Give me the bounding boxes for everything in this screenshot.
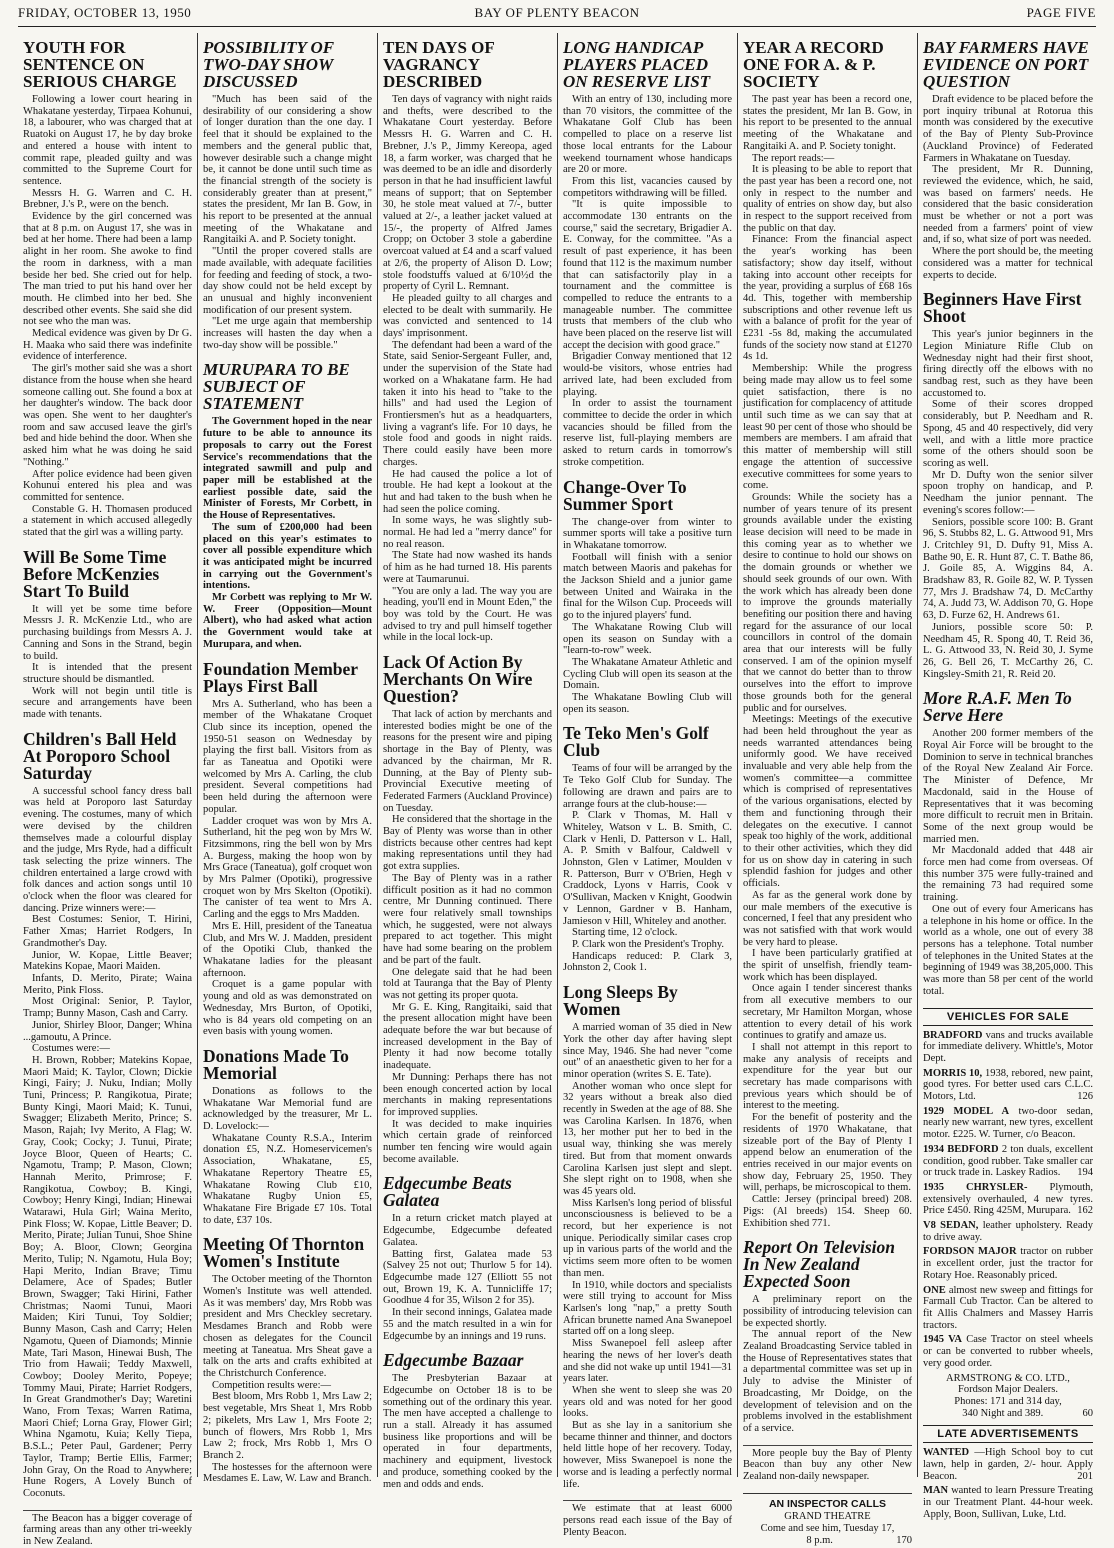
article-paragraph: The Whakatane Rowing Club will open its season on Sunday with a "learn-to-row" week. [563, 621, 732, 657]
ad-lead: 1934 BEDFORD [923, 1143, 999, 1155]
article-paragraph: Ladder croquet was won by Mrs A. Sutherland, hit the peg won by Mrs W. Fitzsimmons, ring the bell won by Mrs A. Burgess, making the hoop won by Mrs Grace (Taneatua), golf croquet won by Mrs Palmer (Opotiki), progressive croquet won by Mrs Skelton (Opotiki). The canister of tea went to Mrs A. Carling and the eggs to Mrs Madden. [203, 815, 372, 921]
article-paragraph: "You are only a lad. The way you are heading, you'll end in Mount Eden," the boy was told by the Court. He was advised to try and pull himself together while in the local lock-up. [383, 585, 552, 644]
article-paragraph: In order to assist the tournament committee to decide the order in which vacancies should be filled from the reserve list, full-playing members are asked to return cards in tomorrow's stroke competition. [563, 398, 732, 468]
article-paragraph: Some of their scores dropped considerably, but P. Needham and R. Spong, 45 and 40 respectively, did very well, and with a little more practice some of the others should soon be scoring as well. [923, 399, 1093, 469]
article-paragraph: "It is quite impossible to accommodate 130 entrants on the course," said the secretary, Brigadier A. E. Conway, for the committee. "As a result of past experience, it has been found that 112 is the maximum number that can satisfactorily play in a tournament and the committee is compelled to reduce the entrants to a manageable number. The committee trusts that members of the club who have been placed on the reserve list will accept the decision with good grace." [563, 199, 732, 351]
column-5 [738, 33, 918, 1546]
ad-lead: MORRIS 10, [923, 1067, 983, 1079]
article [203, 39, 372, 351]
article-paragraph: Mr Macdonald added that 448 air force men had come from overseas. Of this number 375 were fully-trained and the remaining 73 had required some training. [923, 845, 1093, 904]
ad-text: tractor on rubber in excellent order, just the tractor for Rotary Hoe. Reasonably priced. [923, 1246, 1093, 1281]
article-paragraph: Costumes were:— [32, 1043, 110, 1055]
column-4 [558, 33, 738, 1538]
ad-text: 2 ton duals, excellent condition, good rubber. Take smaller car or truck trade in. Laskey Radios. [923, 1143, 1094, 1179]
article-paragraph: After police evidence had been given Kohunui entered his plea and was committed for sentence. [23, 468, 192, 503]
article-paragraph: Mrs E. Hill, president of the Taneatua Club, and Mrs W. J. Madden, president of the Opotiki Club, thanked the Whakatane ladies for the pleasant afternoon. [203, 920, 372, 979]
article [563, 1500, 732, 1538]
column-rule [23, 1510, 192, 1511]
article-paragraph: He considered that the shortage in the Bay of Plenty was worse than in other districts because other centres had kept making representations until they had got extra supplies. [383, 814, 552, 873]
article-paragraph: In their second innings, Galatea made 55 and the match resulted in a win for Edgecumbe by an innings and 19 runs. [383, 1307, 552, 1342]
classified-ad [923, 1030, 1093, 1065]
article-paragraph: A married woman of 35 died in New York the other day after having slept since May, 1946. She had never "come out" of an anaesthetic given to her for a minor operation (writes S. E. Tate). [563, 1022, 732, 1080]
ad-lead: FORDSON MAJOR [923, 1246, 1017, 1258]
article-headline: Edgecumbe Bazaar [383, 1350, 524, 1371]
article-paragraph: Teams of four will be arranged by the Te Teko Golf Club for Sunday. The following are drawn and pairs are to arrange fours at the club-house:— [563, 763, 732, 810]
classified-ad [923, 1447, 1093, 1482]
article [383, 39, 552, 644]
article-paragraph: In 1910, while doctors and specialists were still trying to account for Miss Karlsen's long "nap," a pretty South African brunette named Ana Swanepoel started off on a long sleep. [563, 1279, 732, 1338]
ad-number: 162 [1077, 1205, 1093, 1217]
ad-lead: BRADFORD [923, 1029, 983, 1041]
article-paragraph: The Government hoped in the near future to be able to announce its proposals to carry out the Forest Service's recommendations that the integrated sawmill and pulp and paper mill be established at the earliest possible date, said the Minister of Forests, Mr Corbett, in the House of Representatives. [203, 416, 372, 522]
article-paragraph: The past year has been a record one, states the president, Mr Ian B. Gow, in his report to be presented to the annual meeting of the Whakatane and Rangitaiki A. and P. Society tonight. [743, 94, 912, 152]
article-headline: Report On Television In New Zealand Expected Soon [743, 1237, 895, 1292]
article-paragraph: Brigadier Conway mentioned that 12 would-be visitors, whose entries had arrived late, had been excluded from playing. [563, 351, 732, 398]
ad-text: leather upholstery. Ready to drive away. [923, 1220, 1093, 1243]
article-paragraph: Following a lower court hearing in Whakatane yesterday, Tirpaea Kohunui, 18, a labourer, who was charged that at Ruatoki on August 17, he by day broke and entered a house with intent to commit rape, pleaded guilty and was committed to the Supreme Court for sentence. [23, 94, 192, 187]
article-paragraph: Meetings: Meetings of the executive had been held throughout the year as needs warranted attendances being uniformly good. We have received invaluable and very able help from the women's committee—a committee which is comprised of representatives of the various organisations, elected by them and functioning through their delegates on the executive. I cannot speak too highly of the work, additional to their other activities, which they did for us on show day in catering in such splendid fashion for judges and other officials. [743, 714, 912, 890]
article-paragraph: The hostesses for the afternoon were Mesdames E. Law, W. Law and Branch. [203, 1461, 372, 1485]
article-paragraph: Miss Karlsen's long period of blissful unconsciousness is believed to be a record, but her experience is not unique. Periodically similar cases crop up in various parts of the world and the victims seem more often to be women than men. [563, 1197, 732, 1279]
article-paragraph: The October meeting of the Thornton Women's Institute was well attended. As it was members' day, Mrs Robb was president and Mrs Checkley secretary. Mesdames Branch and Robb were chosen as delegates for the Council meeting at Taneatua. Mrs Sheat gave a talk on the arts and crafts exhibited at the Christchurch Conference. [203, 1274, 372, 1379]
article [563, 725, 732, 974]
article-paragraph: Mr D. Dufty won the senior silver spoon trophy on handicap, and P. Needham the junior pennant. The evening's scores follow:— [923, 469, 1093, 516]
article-paragraph: The Presbyterian Bazaar at Edgecumbe on October 18 is to be something out of the ordinary this year. The men have accepted a challenge to run a stall. Already it has assumed business like proportions and will be operated in four departments, machinery and equipment, livestock and produce, something cooked by the men and odds and ends. [383, 1373, 552, 1490]
article-paragraph: Once again I tender sincerest thanks from all executive members to our secretary, Mr Hamilton Morgan, whose attention to every detail of his work continues to gratify and amaze us. [743, 983, 912, 1042]
article-paragraph: The change-over from winter to summer sports will take a positive turn in Whakatane tomorrow. [563, 516, 732, 551]
article-paragraph: Mr Corbett was replying to Mr W. W. Freer (Opposition—Mount Albert), who had asked what action the Government would take at Murupara, and when. [203, 592, 372, 650]
article-paragraph: One delegate said that he had been told at Tauranga that the Bay of Plenty was not getting its proper quota. [383, 966, 552, 1001]
article [563, 984, 732, 1490]
article [563, 39, 732, 469]
article-paragraph: But as she lay in a sanitorium she became thinner and thinner, and doctors held little hope of her recovery. Today, however, Miss Swanepoel is none the worse and is leading a perfectly normal life. [563, 1420, 732, 1490]
ad-number: 201 [1077, 1470, 1093, 1482]
article-paragraph: I have been particularly gratified at the spirit of unselfish, friendly team-work which has been displayed. [743, 948, 912, 983]
article [383, 1175, 552, 1342]
article-paragraph: This year's junior beginners in the Legion Miniature Rifle Club on Wednesday night had their first shoot, firing directly off the elbows with no sandbag rest, such as they have been accustomed to. [923, 329, 1093, 399]
article-paragraph: Medical evidence was given by Dr G. H. Maaka who said there was indefinite evidence of interference. [23, 328, 192, 363]
article-paragraph: The Bay of Plenty was in a rather difficult position as it had no common centre, Mr Dunning continued. There were four relatively small townships which, he suggested, were not always prepared to act together. This might have had some bearing on the problem and be part of the fault. [383, 872, 552, 966]
article-headline: Will Be Some Time Before McKenzies Start To Build [23, 546, 167, 601]
column-6 [918, 33, 1098, 1520]
article-paragraph: Junior, W. Kopae, Little Beaver; Matekins Kopae, Maori Maiden. [23, 949, 192, 973]
dealer-line-2: Fordson Major Dealers. [957, 1384, 1059, 1396]
article-paragraph: The defendant had been a ward of the State, said Senior-Sergeant Fuller, and, under the supervision of the State had worked on a Whakatane farm. He had taken it into his head to "take to the hills" and had used the Legion of Frontiersmen's hut as a headquarters, living a vagrant's life. For 10 days, he stole food and goods in night raids. There could easily have been more charges. [383, 339, 552, 468]
notice-number: 170 [896, 1534, 912, 1546]
dealer-line-3: Phones: 171 and 314 day, [954, 1395, 1062, 1407]
article [923, 690, 1093, 997]
article-headline: Children's Ball Held At Poroporo School Saturday [23, 728, 177, 783]
article [923, 291, 1093, 680]
article-paragraph: Football will finish with a senior match between Maoris and pakehas for the Jackson Shield and a junior game between United and Wairaka in the final for the Wilson Cup. Proceeds will go to the injured players' fund. [563, 551, 732, 622]
article-paragraph: "Much has been said of the desirability of our considering a show of longer duration than the one day. I feel that it should be explained to the members and the general public that, however desirable such a change might be, it cannot be done until such time as the financial strength of the society is considerably greater than at present," states the president, Mr Ian B. Gow, in his report to be presented at the annual meeting of the Whakatane and Rangitaiki A. and P. Society tonight. [203, 94, 372, 246]
notice-heading: AN INSPECTOR CALLS [743, 1493, 912, 1510]
column-2 [198, 33, 378, 1485]
article [203, 1236, 372, 1485]
article [23, 728, 192, 1500]
article-paragraph: Another 200 former members of the Royal Air Force will be brought to the Dominion to serve in technical branches of the Royal New Zealand Air Force. The Minister of Defence, Mr Macdonald, said in the House of Representatives that it was becoming more difficult to recruit men in Britain. Some of the next group would be married men. [923, 728, 1093, 845]
issue-date: FRIDAY, OCTOBER 13, 1950 [18, 5, 192, 20]
article-paragraph: H. Brown, Robber; Matekins Kopae, Maori Maid; K. Taylor, Clown; Dickie Kingi, Fairy; J. Nuku, Indian; Molly Tuni, Princess; P. Rangikotua, Pirate; Bunty Kingi, Maori Maid; K. Tunui, Swagger; Elizabeth Merito, Prince; S. Mason, Rajah; Ivy Merito, A Flag; W. Gray, Cook; Cocky; J. Tunui, Pirate; Joyce Bloor, Queen of Hearts; C. Ngamotu, Tramp; P. Mason, Clown; Hannah Merito, Primrose; F. Rangikotua, Cowboy; B. Kingi, Cowboy; Henry Kingi, Indian; Hinewai Watarawi, Hula Girl; Waina Merito, Pink Floss; W. Kopae, Little Beaver; D. Merito, Pirate; Julian Tunui, Shoe Shine Boy; A. Bloor, Clown; Georgina Merito, Tulip; N. Ngamotu, Hula Boy; Hapi Merito, Indian Brave; Timu Delamere, Ace of Spades; Butler Brown, Swagger; Taki Hirini, Father Christmas; Naomi Tunui, Maori Maiden; Kiri Tunui, Toy Soldier; Bunny Mason, Cash and Carry; Helen Ngamotu, Queen of Diamonds; Minnie Mate, Tari Mason, Hinewai Bush, The Trio from Hawaii; Teddy Maxwell, Cowboy; Dooley Merito, Popeye; Tommy Maui, Pirate; Harriet Rodgers, In Great Grandmother's Day; Waretini Wano, From Texas; Warren Ratima, Maori Chief; Lorna Gray, Flower Girl; Whina Ngamotu, Kuia; Kelly Tiepa, B.S.L.; Peter Paul, Gardener; Perry Taylor, Tramp; Bertie Ellis, Farmer; John Gray, On the Road to Anywhere; Hune Rogers, A Lovely Bunch of Coconuts. [23, 1054, 192, 1499]
article [383, 654, 552, 1165]
column-1 [18, 33, 198, 1548]
article-paragraph: He had caused the police a lot of trouble. He had kept a lookout at the hut and had taken to the bush when he had seen the police coming. [383, 468, 552, 515]
article-paragraph: P. Clark v Thomas, M. Hall v Whiteley, Watson v L. B. Smith, C. Clark v Henli, D. Patterson v L. Hall, A. P. Smith v Balfour, Caldwell v Johnston, Glen v Latimer, Moulden v R. Patterson, Burr v O'Brien, Hegh v Craddock, Lyons v Harris, Cook v O'Sullivan, Macken v Knight, Goodwin v Lennon, Gardner v B. Hanham, Jamieson v Hill, Whiteley and another. [563, 810, 732, 927]
ad-text: almost new sweep and fittings for Farmall Cub Tractor. Can be altered to fit Allis Chalmers and Massey Harris tractors. [923, 1284, 1094, 1331]
article-paragraph: More people buy the Bay of Plenty Beacon than buy any other New Zealand non-daily newspaper. [743, 1447, 912, 1483]
article-paragraph: Work will not begin until title is secure and arrangements have been made with tenants. [23, 685, 192, 721]
article-paragraph: Membership: While the progress being made may allow us to feel some quiet satisfaction, there is no justification for complacency of attitude until such time as we can say that at least 90 per cent of those who should be members are members. I am afraid that this matter of membership will still engage the attention of successive executive committees for some years to come. [743, 363, 912, 492]
classified-ad [923, 1144, 1093, 1179]
article-paragraph: Batting first, Galatea made 53 (Salvey 25 not out; Thurlow 5 for 14). Edgecumbe made 127 (Elliott 55 not out, Brown 19, K. A. Tunnicliffe 17; Goodhue 4 for 35, Wilson 2 for 35). [383, 1248, 552, 1307]
article-paragraph: He pleaded guilty to all charges and elected to be dealt with summarily. He was convicted and sentenced to 14 days' imprisonment. [383, 292, 552, 340]
notice-time: 8 p.m. [806, 1534, 833, 1546]
article-paragraph: Miss Swanepoel fell asleep after hearing the news of her lover's death and she did not wake up until 1941—31 years later. [563, 1338, 732, 1385]
ad-text: vans and trucks available for immediate delivery. Whittle's, Motor Dept. [923, 1029, 1093, 1064]
paper-name: BAY OF PLENTY BEACON [474, 5, 640, 20]
notice-date: Come and see him, Tuesday 17, [760, 1522, 895, 1534]
article-headline: More R.A.F. Men To Serve Here [923, 688, 1072, 726]
ad-lead: MAN [923, 1485, 949, 1497]
article-paragraph: The annual report of the New Zealand Broadcasting Service tabled in the House of Representatives states that a departmental committee was set up in July to advise the Minister of Broadcasting, Mr Doidge, on the development of television and on the problems involved in the establishment of a service. [743, 1329, 912, 1434]
article [203, 361, 372, 650]
article-paragraph: The Whakatane Bowling Club will open its season. [563, 692, 732, 715]
article-paragraph: Juniors, possible score 50: P. Needham 45, R. Spong 40, T. Reid 36, L. G. Attwood 33, N. Reid 30, J. Syme 26, G. Bell 26, T. McCarthy 26, C. Kingsley-Smith 21, R. Reid 20. [923, 621, 1093, 680]
article-headline: Lack Of Action By Merchants On Wire Question? [383, 652, 533, 707]
classified-ad [923, 1220, 1093, 1243]
ad-lead: WANTED [923, 1447, 970, 1459]
article-headline: YEAR A RECORD ONE FOR A. & P. SOCIETY [743, 38, 884, 91]
article-paragraph: The Beacon has a bigger coverage of farming areas than any other tri-weekly in New Zealand. [23, 1512, 192, 1548]
article [383, 1352, 552, 1490]
article [743, 39, 912, 1229]
article-paragraph: Handicaps reduced: P. Clark 3, Johnston 2, Cook 1. [563, 950, 732, 974]
article-paragraph: With an entry of 130, including more than 70 visitors, the committee of the Whakatane Golf Club has been compelled to place on a reserve list those local entrants for the Labour weekend tournament whose handicaps are 20 or more. [563, 94, 732, 176]
article-headline: TEN DAYS OF VAGRANCY DESCRIBED [383, 38, 495, 91]
article-paragraph: Where the port should be, the meeting considered was a matter for technical experts to decide. [923, 246, 1093, 281]
article-headline: Foundation Member Plays First Ball [203, 658, 358, 696]
article [563, 476, 732, 716]
ad-lead: 1929 MODEL A [923, 1105, 1010, 1117]
article-headline: Change-Over To Summer Sport [563, 476, 687, 514]
masthead-rule [18, 26, 1096, 27]
article-paragraph: In a return cricket match played at Edgecumbe, Edgecumbe defeated Galatea. [383, 1213, 552, 1248]
article-paragraph: Draft evidence to be placed before the port inquiry tribunal at Rotorua this month was considered by the executive of the Bay of Plenty Sub-Province (Auckland Province) of Federated Farmers in Whakatane on Tuesday. [923, 94, 1093, 164]
article-paragraph: The State had now washed its hands of him as he had turned 18. His parents were at Taumarunui. [383, 550, 552, 585]
article-headline: YOUTH FOR SENTENCE ON SERIOUS CHARGE [23, 38, 177, 91]
article-paragraph: Croquet is a game popular with young and old as was demonstrated on Wednesday, Mrs Burton, of Opotiki, who is 84 years old competing on an even basis with young women. [203, 979, 372, 1038]
article [923, 39, 1093, 281]
article-paragraph: I shall not attempt in this report to make any analysis of receipts and expenditure for the year but our secretary has made comparisons with previous years which should be of interest to the meeting. [743, 1041, 912, 1112]
article-paragraph: Ten days of vagrancy with night raids and thefts, were described to the Whakatane Court yesterday. Before Messrs H. G. Warren and C. H. Brebner, J.'s P., Jimmy Kereopa, aged 18, a farm worker, was charged that he was deemed to be an idle and disorderly person in that he had insufficient lawful means of support; that on September 30, he stole meat valued at 7/-, butter valued at 2/-, a leather jacket valued at 15/-, the property of Alfred James Cropp; on October 3 stole a gaberdine overcoat valued at £4 and a scarf valued at 2/6, the property of Alison D. Low; stole foodstuffs valued at 6/10½d the property of Cyril L. Remnant. [383, 94, 552, 293]
article-headline: Meeting Of Thornton Women's Institute [203, 1234, 365, 1272]
article-paragraph: "Until the proper covered stalls are made available, with adequate facilities for feeding and feeding of stock, a two-day show could not be held except by an unusual and highly inconvenient modification of our present system. [203, 246, 372, 316]
ad-text: 1938, rebored, new paint, good tyres. For better used cars C.L.C. Motors, Ltd. [923, 1067, 1094, 1103]
classified-ad [923, 1285, 1093, 1332]
article-paragraph: One out of every four Americans has a telephone in his home or office. In the world as a whole, one out of every 38 persons has a telephone. Total number of telephones in the United States at the beginning of 1949 was 38,205,000. This was more than 58 per cent of the world total. [923, 903, 1093, 997]
classified-ad [923, 1246, 1093, 1281]
masthead [18, 4, 1096, 22]
article-paragraph: The president, Mr R. Dunning, reviewed the evidence, which, he said, was based on farmers' needs. He considered that the basic consideration must be whether or not a port was needed from a farmers' point of view and, if so, what size of port was needed. [923, 164, 1093, 246]
article-headline: LONG HANDICAP PLAYERS PLACED ON RESERVE LIST [563, 38, 711, 91]
article-paragraph: It is pleasing to be able to report that the past year has been a record one, not only in respect to the number and quality of entries on show day, but also in respect to the support received from the public on that day. [743, 164, 912, 234]
article-paragraph: A preliminary report on the possibility of introducing television can be expected shortly. [743, 1294, 912, 1329]
article-paragraph: Messrs H. G. Warren and C. H. Brebner, J.'s P., were on the bench. [23, 187, 192, 211]
article-paragraph: The girl's mother said she was a short distance from the house when she heard someone calling out. She found a box at her daughter's window. The back door was open. She went to her daughter's room and saw accused leave the girl's bed and hide behind the door. When she asked him what he was doing he said "Nothing." [23, 363, 192, 468]
dealer-number: 60 [1082, 1407, 1093, 1419]
article-paragraph: Donations as follows to the Whakatane War Memorial fund are acknowledged by the treasurer, Mr L. D. Lovelock:— [203, 1085, 372, 1133]
article-paragraph: In some ways, he was slightly sub-normal. He had led a "merry dance" for no real reason. [383, 515, 552, 550]
article [743, 1445, 912, 1483]
article-paragraph: Another woman who once slept for 32 years without a break also died recently in Sweden at the age of 88. She was Carolina Karlsen. In 1876, when 13, her mother put her to bed in the usual way, thinking she was merely tired. But from that moment onwards Carolina Karlsen just slept and slept. She slept right on to 1908, when she was 45 years old. [563, 1080, 732, 1197]
ad-lead: 1935 CHRYSLER- [923, 1181, 1028, 1193]
notice-venue: GRAND THEATRE [784, 1510, 871, 1522]
article-paragraph: Starting time, 12 o'clock. [572, 927, 678, 939]
article-headline: POSSIBILITY OF TWO-DAY SHOW DISCUSSED [203, 38, 334, 91]
dealer-line-4: 340 Night and 389. [962, 1407, 1044, 1419]
column-3 [378, 33, 558, 1490]
column-rule [563, 1500, 732, 1501]
article-paragraph: Junior, Shirley Bloor, Danger; Whina ...gamoutu, A Prince. [23, 1019, 192, 1043]
article-paragraph: Most Original: Senior, P. Taylor, Tramp; Bunny Mason, Cash and Carry. [23, 996, 192, 1020]
article [743, 1239, 912, 1434]
vehicles-heading: VEHICLES FOR SALE [923, 1008, 1093, 1026]
article-paragraph: Mr G. E. King, Rangitaiki, said that the present allocation might have been adequate before the war but because of increased development in the Bay of Plenty it had now become totally inadequate. [383, 1001, 552, 1072]
article-paragraph: Grounds: While the society has a number of years tenure of its present grounds available under the existing lease decision will need to be made in this coming year as to whether we desire to continue to hold our shows on the domain grounds or whether we should seek grounds of our own. With the work which has already been done to improve the grounds materially benefiting our position there and having regard for the assurance of our local councillors in control of the domain area that our interests will be fully conserved. I am of the opinion myself that we cannot do better than to throw ourselves into the effort to improve those grounds both for the general public and for ourselves. [743, 491, 912, 714]
article-paragraph: Evidence by the girl concerned was that at 8 p.m. on August 17, she was in bed at her home. There had been a lamp alight in her room. She awoke to find the room in darkness, with a man beside her bed. She cried out for help. The man tried to put his hand over her mouth. He climbed into her bed. She described other events. She said she did not see who the man was. [23, 211, 192, 328]
article-paragraph: Cattle: Jersey (principal breed) 208. Pigs: (Al breeds) 154. Sheep 60. Exhibition shed 771. [743, 1194, 912, 1229]
ad-text: Plymouth, extensively overhauled, 4 new tyres. Price £450. Ring 425M, Murupara. [923, 1181, 1093, 1217]
article-headline: MURUPARA TO BE SUBJECT OF STATEMENT [203, 360, 350, 414]
article [23, 546, 192, 721]
page-number: PAGE FIVE [1026, 5, 1096, 20]
article-paragraph: From this list, vacancies caused by competitors withdrawing will be filled. [563, 175, 732, 199]
article-paragraph: For the benefit of posterity and the residents of 1970 Whakatane, that sizeable port of the Bay of Plenty I append below an enumeration of the entries received in our major events on show day, February 25, 1950. They will, perhaps, be microscopical to them. [743, 1112, 912, 1194]
article-paragraph: Constable G. H. Thomasen produced a statement in which accused allegedly stated that the girl was a willing party. [23, 503, 192, 539]
article-headline: BAY FARMERS HAVE EVIDENCE ON PORT QUESTION [923, 38, 1089, 91]
article-paragraph: The report reads:— [752, 152, 835, 164]
article-paragraph: Mr Dunning: Perhaps there has not been enough concerted action by local merchants in making representations for improved supplies. [383, 1071, 552, 1118]
article-paragraph: The Whakatane Amateur Athletic and Cycling Club will open its season at the Domain. [563, 656, 732, 692]
article-headline: Long Sleeps By Women [563, 982, 678, 1020]
article-paragraph: Infants, D. Merito, Pirate; Waina Merito, Pink Floss. [23, 973, 192, 996]
article-headline: Te Teko Men's Golf Club [563, 723, 709, 761]
classified-ad [923, 1068, 1093, 1103]
classified-ad [923, 1106, 1093, 1141]
article-paragraph: When she went to sleep she was 20 years old and was noted for her good looks. [563, 1384, 732, 1420]
article-headline: Beginners Have First Shoot [923, 289, 1082, 327]
inspector-notice [743, 1493, 912, 1547]
column-rule [743, 1445, 912, 1446]
classifieds [923, 1008, 1093, 1521]
article-paragraph: It was decided to make inquiries which certain grade of reinforced number ten fencing wire would again become available. [383, 1118, 552, 1165]
ad-text: wanted to learn Pressure Treating in our Treatment Plant. 44-hour week. Apply, Boon, Sullivan, Luke, Ltd. [923, 1485, 1094, 1520]
article [203, 658, 372, 1038]
article [23, 39, 192, 539]
article-paragraph: Seniors, possible score 100: B. Grant 96, S. Stubbs 82, L. G. Attwood 91, Mrs J. Critchley 91, D. Dufty 91, Miss A. Bathe 90, E. R. Hunt 87, C. T. Bathe 86, J. Goile 85, A. Wiggins 84, A. Bradshaw 83, R. Goile 82, W. P. Tyssen 77, Mrs J. Bradshaw 74, D. McCarthy 74, A. Judd 73, W. Addison 70, G. Hope 63, D. Furze 62, H. Andrews 61. [923, 516, 1093, 622]
article [23, 1510, 192, 1548]
article-paragraph: The sum of £200,000 had been placed on this year's estimates to cover all possible expenditure which it was anticipated might be incurred in carrying out the Government's intentions. [203, 521, 372, 592]
classified-ad [923, 1334, 1093, 1369]
ad-text: two-door sedan, nearly new warrant, new tyres, excellent motor. £225. W. Turner, c/o Beacon. [923, 1105, 1093, 1141]
ad-lead: V8 SEDAN, [923, 1220, 979, 1232]
late-ads-heading: LATE ADVERTISEMENTS [923, 1425, 1093, 1443]
article-paragraph: "Let me urge again that membership increases will hasten the day when a two-day show will be possible." [203, 316, 372, 351]
article-paragraph: Finance: From the financial aspect the year's working has been satisfactory; show day itself, without taking into account other receipts for the year, providing a surplus of £68 16s 4d. This, together with membership subscriptions and other revenue left us with a balance of profit for the year of £231 -5s 8d, making the accumulated funds of the society now stand at £1270 4s 1d. [743, 234, 912, 363]
article-paragraph: We estimate that at least 6000 persons read each issue of the Bay of Plenty Beacon. [563, 1503, 732, 1538]
ad-text: Case Tractor on steel wheels or can be converted to rubber wheels, very good order. [923, 1334, 1094, 1369]
article-paragraph: P. Clark won the President's Trophy. [572, 939, 725, 950]
ad-number: 194 [1077, 1167, 1093, 1179]
classified-ad [923, 1485, 1093, 1520]
article-paragraph: Competition results were:— [212, 1379, 331, 1391]
article-columns [18, 33, 1098, 1548]
article-paragraph: It will yet be some time before Messrs J. R. McKenzie Ltd., who are purchasing buildings from Messrs A. J. Canning and Sons in the Strand, begin to build. [23, 603, 192, 662]
ad-number: 126 [1077, 1091, 1093, 1103]
ad-lead: ONE [923, 1284, 946, 1296]
ad-lead: 1945 VA [923, 1334, 962, 1346]
article-paragraph: Whakatane County R.S.A., Interim donation £5, N.Z. Homeservicemen's Association, Whakatane, £5, Whakatane Repertory Theatre £5, Whakatane Rowing Club £10, Whakatane Rugby Union £5, Whakatane Fire Brigade £7 10s. Total to date, £37 10s. [203, 1132, 372, 1226]
ad-text: —High School boy to cut lawn, help in garden, 2/- hour. Apply Beacon. [923, 1447, 1093, 1482]
article-paragraph: Best bloom, Mrs Robb 1, Mrs Law 2; best vegetable, Mrs Sheat 1, Mrs Robb 2; pikelets, Mrs Law 1, Mrs Foote 2; bunch of flowers, Mrs Robb 1, Mrs Law 2; frock, Mrs Robb 1, Mrs O Branch 2. [203, 1391, 372, 1461]
article [203, 1045, 372, 1226]
article-paragraph: As far as the general work done by our male members of the executive is concerned, I feel that any president who was not satisfied with that work would be very hard to please. [743, 889, 912, 948]
article-paragraph: Mrs A. Sutherland, who has been a member of the Whakatane Croquet Club since its inception, opened the 1950-51 season on Wednesday by playing the first ball. Visitors from as far as Taneatua and Opotiki were welcomed by Mrs A. Carling, the club president. Several competitions had been held during the afternoon were popular. [203, 698, 372, 815]
article-paragraph: It is intended that the present structure should be dismantled. [23, 662, 192, 685]
article-paragraph: Best Costumes: Senior, T. Hirini, Father Xmas; Harriet Rodgers, In Grandmother's Day. [23, 914, 192, 949]
dealer-line-1: ARMSTRONG & CO. LTD., [946, 1372, 1070, 1384]
article-paragraph: That lack of action by merchants and interested bodies might be one of the reasons for the present wire and piping shortage in the Bay of Plenty, was advanced by the chairman, Mr R. Dunning, at the Bay of Plenty sub-Provincial Executive meeting of Federated Farmers (Auckland Province) on Tuesday. [383, 709, 552, 814]
article-headline: Donations Made To Memorial [203, 1045, 349, 1083]
classified-ad [923, 1182, 1093, 1217]
article-headline: Edgecumbe Beats Galatea [383, 1173, 512, 1211]
article-paragraph: A successful school fancy dress ball was held at Poroporo last Saturday evening. The costumes, many of which were devised by the children themselves made a colourful display and the judge, Mrs Ryde, had a difficult task selecting the prize winners. The children entertained a large crowd with folk dances and action songs until 10 o'clock when the floor was cleared for dancing. Prize winners were:— [23, 785, 192, 914]
